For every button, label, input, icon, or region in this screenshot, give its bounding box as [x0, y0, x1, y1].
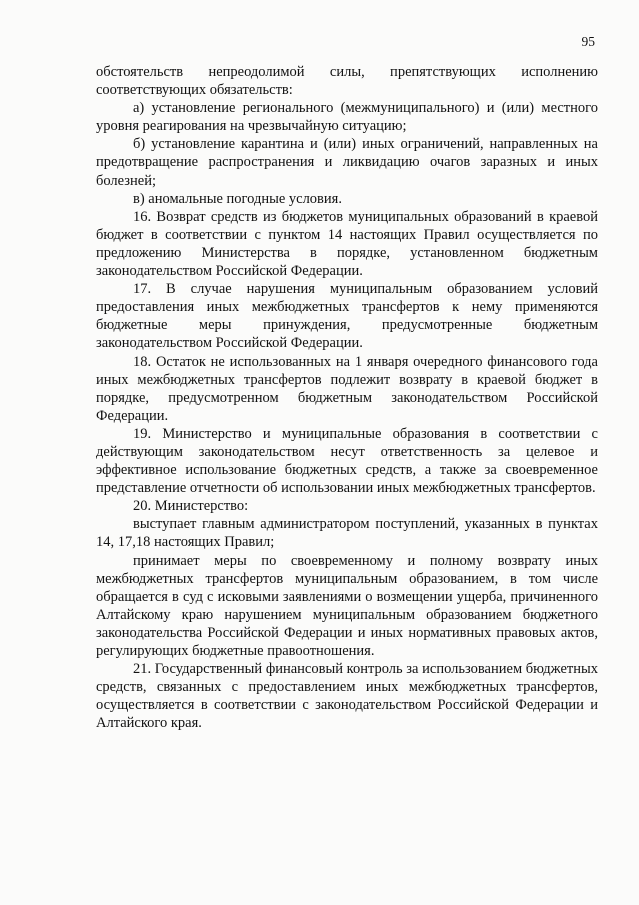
paragraph-item-a: а) установление регионального (межмуниципального) и (или) местного уровня реагирования на чрезвычайную ситуацию; [96, 100, 598, 135]
paragraph-20-duty-2: принимает меры по своевременному и полному возврату иных межбюджетных трансфертов муниципальным образованием, в том числе обращается в суд с исковыми заявлениями о возмещении ущерба, причиненного Алтайскому краю нарушением муниципальным образованием бюджетного законодательства Российской Федерации и иных нормативных правовых актов, регулирующих бюджетные правоотношения. [96, 552, 598, 659]
paragraph-20-duty-1: выступает главным администратором поступлений, указанных в пунктах 14, 17,18 настоящих Правил; [96, 516, 598, 551]
paragraph-item-v: в) аномальные погодные условия. [133, 190, 342, 207]
paragraph-item-b: б) установление карантина и (или) иных ограничений, направленных на предотвращение распространения и ликвидацию очагов заразных и иных болезней; [96, 136, 598, 189]
paragraph-force-majeure-intro: обстоятельств непреодолимой силы, препятствующих исполнению соответствующих обязательств: [96, 64, 598, 99]
paragraph-16: 16. Возврат средств из бюджетов муниципальных образований в краевой бюджет в соответствии с пунктом 14 настоящих Правил осуществляется по предложению Министерства в порядке, установленном бюджетным законодательством Российской Федерации. [96, 208, 598, 280]
paragraph-21: 21. Государственный финансовый контроль за использованием бюджетных средств, связанных с предоставлением иных межбюджетных трансфертов, осуществляется в соответствии с законодательством Российской Федерации и Алтайского края. [96, 661, 598, 732]
paragraph-20: 20. Министерство: [133, 498, 249, 515]
document-body [96, 63, 598, 732]
paragraph-19: 19. Министерство и муниципальные образования в соответствии с действующим законодательством несут ответственность за целевое и эффективное использование бюджетных средств, а также за своевременное представление отчетности об использовании иных межбюджетных трансфертов. [96, 425, 598, 497]
paragraph-17: 17. В случае нарушения муниципальным образованием условий предоставления иных межбюджетных трансфертов к нему применяются бюджетные меры принуждения, предусмотренные бюджетным законодательством Российской Федерации. [96, 281, 598, 352]
paragraph-18: 18. Остаток не использованных на 1 января очередного финансового года иных межбюджетных трансфертов подлежит возврату в краевой бюджет в порядке, предусмотренном бюджетным законодательством Российской Федерации. [96, 353, 598, 424]
page-number: 95 [581, 34, 595, 49]
